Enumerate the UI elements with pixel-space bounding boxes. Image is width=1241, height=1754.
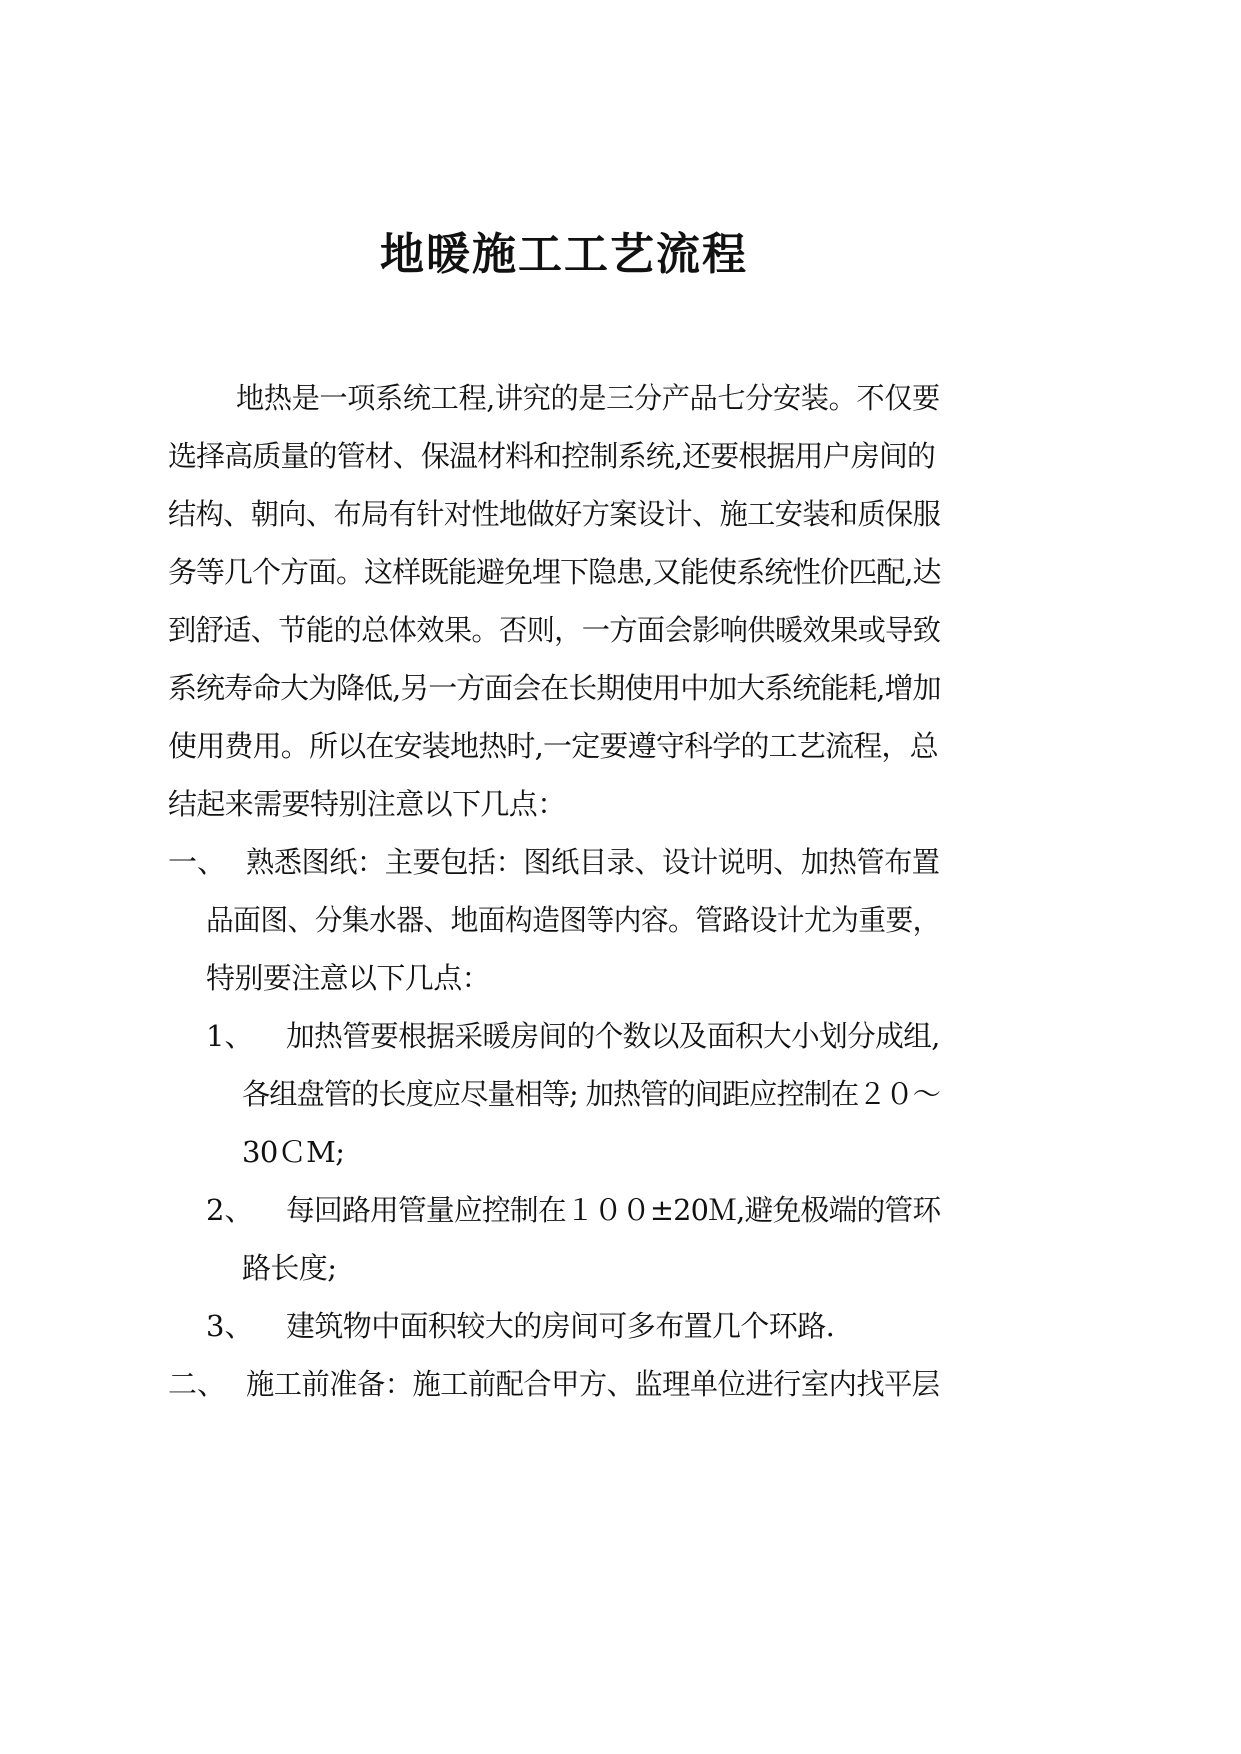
section-1-line: 熟悉图纸：主要包括：图纸目录、设计说明、加热管布置	[246, 845, 940, 879]
intro-line: 使用费用。所以在安装地热时,一定要遵守科学的工艺流程，总	[168, 729, 938, 763]
item-2-line: 每回路用管量应控制在１００±20Ｍ,避免极端的管环	[286, 1193, 941, 1227]
intro-line: 到舒适、节能的总体效果。否则，一方面会影响供暖效果或导致	[168, 613, 941, 647]
item-2-number: 2、	[206, 1193, 254, 1227]
item-1-line: 各组盘管的长度应尽量相等; 加热管的间距应控制在２０～	[242, 1077, 940, 1111]
item-2-line: 路长度;	[242, 1251, 337, 1285]
intro-line: 选择高质量的管材、保温材料和控制系统,还要根据用户房间的	[168, 439, 936, 473]
item-3-number: 3、	[206, 1309, 254, 1343]
intro-line: 系统寿命大为降低,另一方面会在长期使用中加大系统能耗,增加	[168, 671, 941, 705]
intro-line: 结构、朝向、布局有针对性地做好方案设计、施工安装和质保服	[168, 497, 941, 531]
item-1-line: 30ＣM;	[242, 1135, 345, 1169]
document-title: 地暖施工工艺流程	[380, 229, 748, 280]
section-2-line: 施工前准备：施工前配合甲方、监理单位进行室内找平层	[246, 1367, 940, 1401]
intro-line: 务等几个方面。这样既能避免埋下隐患,又能使系统性价匹配,达	[168, 555, 941, 589]
section-1-number: 一、	[168, 845, 227, 879]
intro-line: 地热是一项系统工程,讲究的是三分产品七分安装。不仅要	[236, 381, 940, 415]
section-1-line: 品面图、分集水器、地面构造图等内容。管路设计尤为重要，	[206, 903, 940, 937]
item-3-line: 建筑物中面积较大的房间可多布置几个环路.	[286, 1309, 835, 1343]
item-1-number: 1、	[206, 1019, 254, 1053]
intro-line: 结起来需要特别注意以下几点：	[168, 787, 566, 821]
item-1-line: 加热管要根据采暖房间的个数以及面积大小划分成组,	[286, 1019, 940, 1053]
section-2-number: 二、	[168, 1367, 227, 1401]
section-1-line: 特别要注意以下几点：	[206, 961, 491, 995]
